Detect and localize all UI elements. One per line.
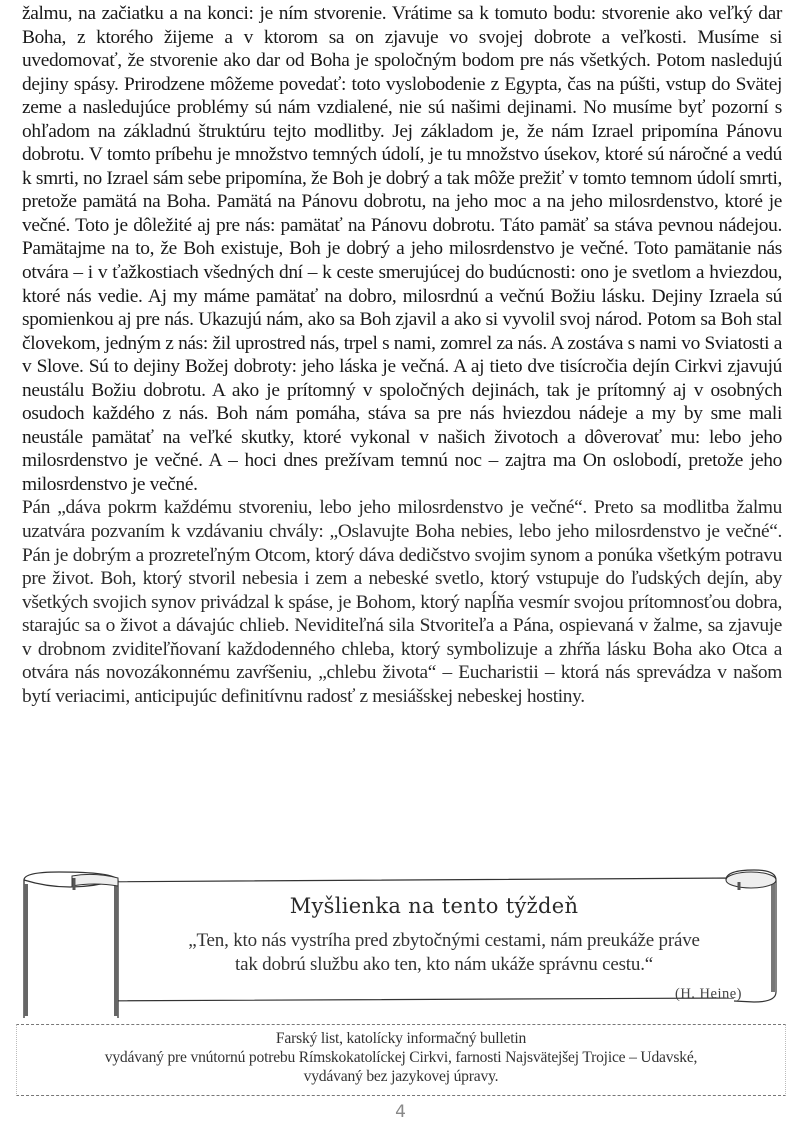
thought-title: Myšlienka na tento týždeň	[289, 894, 579, 918]
publication-info-line: vydávaný pre vnútornú potrebu Rímskokatolíckej Cirkvi, farnosti Najsvätejšej Trojice – Udavské,	[104, 1049, 698, 1066]
thought-quote	[134, 929, 754, 977]
publication-info-line: vydávaný bez jazykovej úpravy.	[303, 1068, 499, 1085]
article-body	[22, 2, 782, 708]
quote-line: tak dobrú službu ako ten, kto nám ukáže správnu cestu.“	[235, 954, 653, 975]
publication-info-line: Farský list, katolícky informačný bulletin	[275, 1030, 527, 1047]
page-number: 4	[395, 1102, 406, 1122]
publication-info-box	[16, 1024, 786, 1096]
quote-line: „Ten, kto nás vystríha pred zbytočnými cestami, nám preukáže práve	[188, 930, 700, 951]
article-paragraph: žalmu, na začiatku a na konci: je ním stvorenie. Vrátime sa k tomuto bodu: stvorenie ako veľký dar Boha, z ktorého žijeme a v ktorom sa on zjavuje vo svojej dobrote a veľkosti. Musíme si uvedomovať, že stvorenie ako dar od Boha je spoločným bodom pre nás všetkých. Potom nasledujú dejiny spásy. Prirodzene môžeme povedať: toto vyslobodenie z Egypta, čas na púšti, vstup do Svätej zeme a nasledujúce problémy sú nám vzdialené, nie sú našimi dejinami. No musíme byť pozorní s ohľadom na základnú štruktúru tejto modlitby. Jej základom je, že nám Izrael pripomína Pánovu dobrotu. V tomto príbehu je množstvo temných údolí, je tu množstvo úsekov, ktoré sú náročné a vedú k smrti, no Izrael sám sebe pripomína, že Boh je dobrý a tak môže prežiť v tomto temnom údolí smrti, pretože pamätá na Boha. Pamätá na Pánovu dobrotu, na jeho moc a na jeho milosrdenstvo, ktoré je večné. Toto je dôležité aj pre nás: pamätať na Pánovu dobrotu. Táto pamäť sa stáva pevnou nádejou. Pamätajme na to, že Boh existuje, Boh je dobrý a jeho milosrdenstvo je večné. Toto pamätanie nás otvára – i v ťažkostiach všedných dní – k ceste smerujúcej do budúcnosti: ono je svetlom a hviezdou, ktoré nás vedie. Aj my máme pamätať na dobro, milosrdnú a večnú Božiu lásku. Dejiny Izraela sú spomienkou aj pre nás. Ukazujú nám, ako sa Boh zjavil a ako si vyvolil svoj národ. Potom sa Boh stal človekom, jedným z nás: žil uprostred nás, trpel s nami, zomrel za nás. A zostáva s nami vo Sviatosti a v Slove. Sú to dejiny Božej dobroty: jeho láska je večná. A aj tieto dve tisícročia dejín Cirkvi zjavujú neustálu Božiu dobrotu. A ako je prítomný v spoločných dejinách, tak je prítomný aj v osobných osudoch každého z nás. Boh nám pomáha, stáva sa pre nás hviezdou nádeje a my by sme mali neustále pamätať na veľké skutky, ktoré vykonal v našich životoch a dôverovať mu: lebo jeho milosrdenstvo je večné. A – hoci dnes prežívam temnú noc – zajtra ma On oslobodí, pretože jeho milosrdenstvo je večné.	[22, 3, 782, 495]
thought-of-week-scroll	[14, 868, 788, 1018]
quote-author: (H. Heine)	[674, 986, 742, 1002]
article-paragraph: Pán „dáva pokrm každému stvoreniu, lebo jeho milosrdenstvo je večné“. Preto sa modlitba žalmu uzatvára pozvaním k vzdávaniu chvály: „Oslavujte Boha nebies, lebo jeho milosrdenstvo je večné“. Pán je dobrým a prozreteľným Otcom, ktorý dáva dedičstvo svojim synom a ponúka všetkým potravu pre život. Boh, ktorý stvoril nebesia i zem a nebeské svetlo, ktorý vstupuje do ľudských dejín, aby všetkých svojich synov privádzal k spáse, je Bohom, ktorý napĺňa vesmír svojou prítomnosťou dobra, starajúc sa o život a dávajúc chlieb. Neviditeľná sila Stvoriteľa a Pána, ospievaná v žalme, sa zjavuje v drobnom zviditeľňovaní každodenného chleba, ktorý symbolizuje a zhŕňa lásku Boha ako Otca a otvára nás novozákonnému zavŕšeniu, „chlebu života“ – Eucharistii – ktorá nás sprevádza v našom bytí veriacimi, anticipujúc definitívnu radosť z mesiášskej nebeskej hostiny.	[22, 497, 782, 707]
